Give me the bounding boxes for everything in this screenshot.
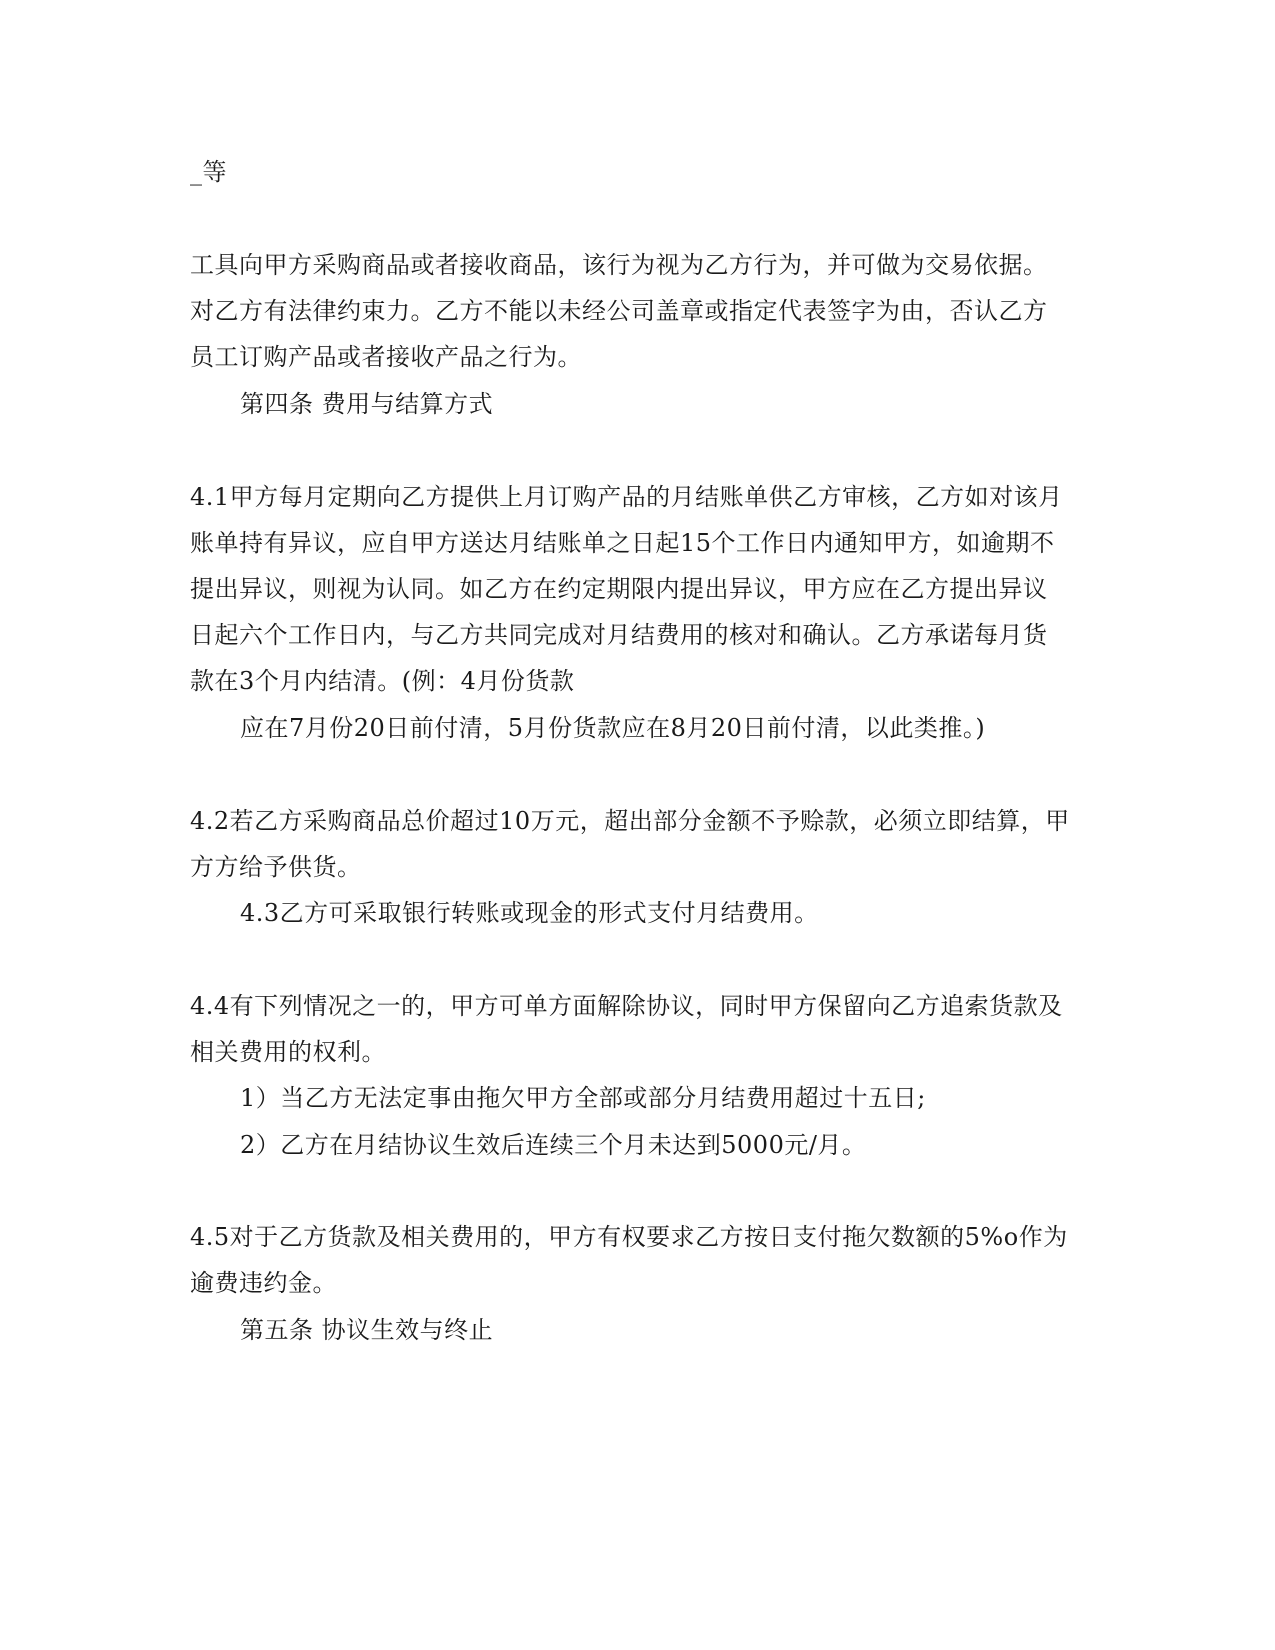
text-line: 工具向甲方采购商品或者接收商品，该行为视为乙方行为，并可做为交易依据。 <box>190 251 1048 279</box>
text-line: 4.5对于乙方货款及相关费用的，甲方有权要求乙方按日支付拖欠数额的5%o作为 <box>190 1223 1068 1251</box>
text-line: 账单持有异议，应自甲方送达月结账单之日起15个工作日内通知甲方，如逾期不 <box>190 529 1055 557</box>
text-line: 4.1甲方每月定期向乙方提供上月订购产品的月结账单供乙方审核，乙方如对该月 <box>190 483 1063 511</box>
text-line: 相关费用的权利。 <box>190 1038 386 1066</box>
section-heading: 第四条 费用与结算方式 <box>240 390 494 418</box>
text-line: 员工订购产品或者接收产品之行为。 <box>190 343 582 371</box>
section-heading: 第五条 协议生效与终止 <box>240 1316 494 1344</box>
text-line: _等 <box>190 158 227 186</box>
text-line: 款在3个月内结清。(例：4月份货款 <box>190 667 575 695</box>
text-line: 4.2若乙方采购商品总价超过10万元，超出部分金额不予赊款，必须立即结算，甲 <box>190 807 1070 835</box>
text-line: 4.4有下列情况之一的，甲方可单方面解除协议，同时甲方保留向乙方追索货款及 <box>190 992 1063 1020</box>
text-line: 提出异议，则视为认同。如乙方在约定期限内提出异议，甲方应在乙方提出异议 <box>190 575 1048 603</box>
list-item: 2）乙方在月结协议生效后连续三个月未达到5000元/月。 <box>240 1131 867 1159</box>
text-line: 方方给予供货。 <box>190 853 362 881</box>
list-item: 1）当乙方无法定事由拖欠甲方全部或部分月结费用超过十五日; <box>240 1084 926 1112</box>
text-line: 4.3乙方可采取银行转账或现金的形式支付月结费用。 <box>240 899 819 927</box>
text-line: 对乙方有法律约束力。乙方不能以未经公司盖章或指定代表签字为由，否认乙方 <box>190 297 1048 325</box>
text-line: 日起六个工作日内，与乙方共同完成对月结费用的核对和确认。乙方承诺每月货 <box>190 621 1048 649</box>
text-line: 逾费违约金。 <box>190 1269 337 1297</box>
text-line: 应在7月份20日前付清，5月份货款应在8月20日前付清，以此类推。) <box>240 714 986 742</box>
